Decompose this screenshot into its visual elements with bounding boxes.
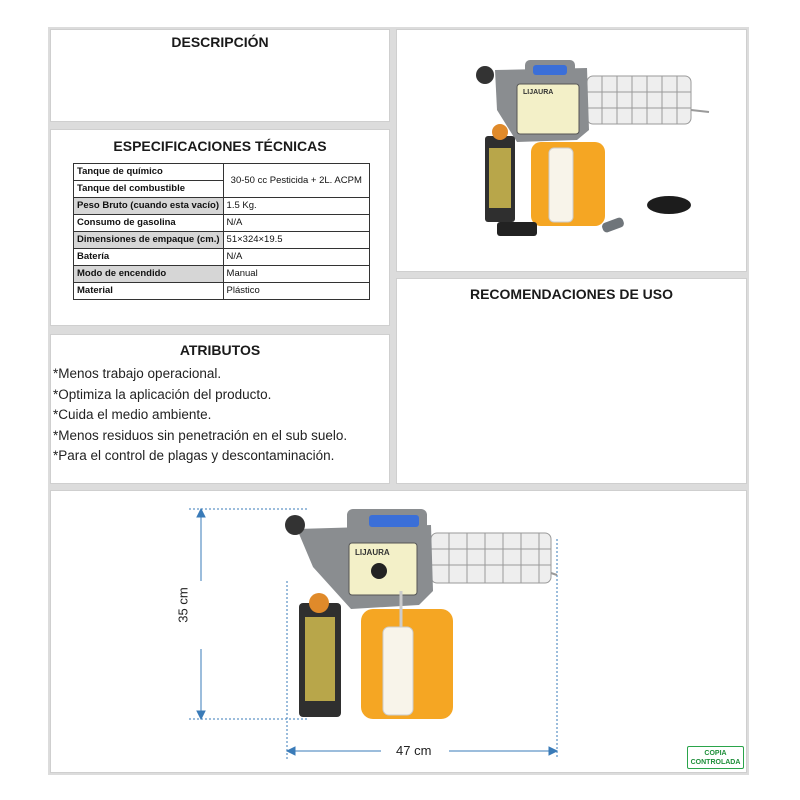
specs-table (73, 163, 370, 300)
list-item: *Menos trabajo operacional. (53, 366, 222, 381)
spec-label: Batería (74, 249, 224, 266)
recomendaciones-title: RECOMENDACIONES DE USO (469, 286, 674, 302)
spec-label: Modo de encendido (74, 266, 224, 283)
descripcion-panel (50, 29, 390, 122)
descripcion-title: DESCRIPCIÓN (171, 34, 269, 50)
spec-value: 51×324×19.5 (223, 232, 369, 249)
table-row (74, 164, 370, 181)
atributos-title: ATRIBUTOS (179, 342, 261, 358)
brand-label: LIJAURA (355, 548, 390, 557)
spec-value: Plástico (223, 283, 369, 300)
spec-label: Tanque del combustible (74, 181, 224, 198)
copia-controlada-badge (687, 746, 744, 769)
spec-label: Peso Bruto (cuando esta vacío) (74, 198, 224, 215)
atributos-list (53, 364, 347, 467)
spec-value: N/A (223, 215, 369, 232)
recomendaciones-panel (396, 278, 747, 484)
table-row (74, 215, 370, 232)
especificaciones-title: ESPECIFICACIONES TÉCNICAS (113, 138, 327, 154)
dimensions-panel (50, 490, 747, 773)
list-item: *Para el control de plagas y descontaminación. (53, 448, 335, 463)
product-image (397, 30, 748, 273)
height-dimension-line (189, 509, 309, 719)
badge-line-2: CONTROLADA (690, 759, 741, 766)
table-row (74, 232, 370, 249)
list-item: *Optimiza la aplicación del producto. (53, 386, 272, 402)
dimensions-image (51, 491, 748, 774)
exhaust-cage (431, 533, 557, 583)
list-item: *Menos residuos sin penetración en el sub suelo. (53, 427, 348, 443)
list-item: *Cuida el medio ambiente. (53, 407, 212, 422)
spec-label: Dimensiones de empaque (cm.) (74, 232, 224, 249)
spec-value: Manual (223, 266, 369, 283)
spec-value: N/A (223, 249, 369, 266)
spec-value: 1.5 Kg. (223, 198, 369, 215)
table-row (74, 283, 370, 300)
table-row (74, 266, 370, 283)
table-row (74, 198, 370, 215)
spec-value: 30-50 cc Pesticida + 2L. ACPM (223, 164, 369, 198)
height-label: 35 cm (175, 587, 191, 623)
table-row (74, 249, 370, 266)
product-image-panel (396, 29, 747, 272)
spec-label: Consumo de gasolina (74, 215, 224, 232)
badge-line-1: COPIA (704, 750, 727, 757)
exhaust-cage (587, 76, 709, 124)
width-label: 47 cm (396, 743, 432, 758)
spec-label: Tanque de químico (74, 164, 224, 181)
spec-label: Material (74, 283, 224, 300)
brand-label: LIJAURA (523, 89, 554, 96)
